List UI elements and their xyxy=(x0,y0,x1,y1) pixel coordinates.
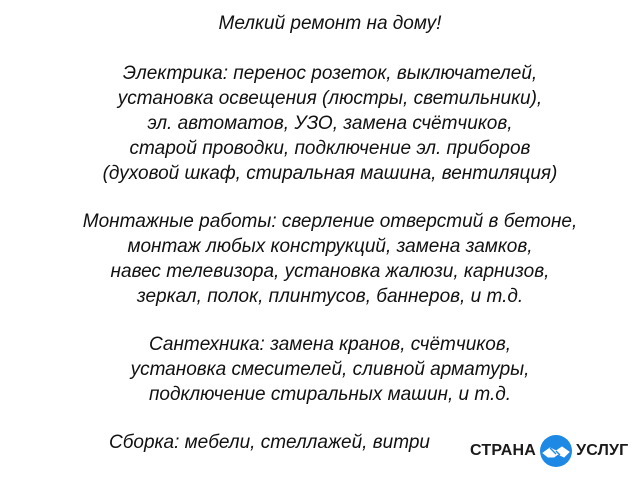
ad-line-plumbing-3: подключение стиральных машин, и т.д. xyxy=(148,384,512,405)
ad-line-electrical-1: Электрика: перенос розеток, выключателей, xyxy=(122,63,538,84)
ad-line-plumbing-1: Сантехника: замена кранов, счётчиков, xyxy=(148,334,512,355)
strana-uslug-watermark xyxy=(470,432,630,470)
ad-line-electrical-5: (духовой шкаф, стиральная машина, вентиляция) xyxy=(102,163,558,184)
ad-line-assembly: Сборка: мебели, стеллажей, витри xyxy=(109,432,430,453)
ad-line-plumbing-2: установка смесителей, сливной арматуры, xyxy=(130,359,530,380)
ad-line-electrical-4: старой проводки, подключение эл. приборов xyxy=(129,138,531,159)
ad-line-installation-3: навес телевизора, установка жалюзи, карнизов, xyxy=(110,261,550,282)
ad-line-electrical-3: эл. автоматов, УЗО, замена счётчиков, xyxy=(147,113,513,134)
watermark-right-text: УСЛУГ xyxy=(576,442,629,459)
handshake-icon xyxy=(539,434,573,468)
ad-line-installation-1: Монтажные работы: сверление отверстий в бетоне, xyxy=(82,211,578,232)
ad-line-electrical-2: установка освещения (люстры, светильники), xyxy=(117,88,543,109)
ad-line-installation-4: зеркал, полок, плинтусов, баннеров, и т.д. xyxy=(136,286,524,307)
ad-headline: Мелкий ремонт на дому! xyxy=(218,13,442,34)
ad-line-installation-2: монтаж любых конструкций, замена замков, xyxy=(127,236,533,257)
watermark-left-text: СТРАНА xyxy=(470,442,537,459)
